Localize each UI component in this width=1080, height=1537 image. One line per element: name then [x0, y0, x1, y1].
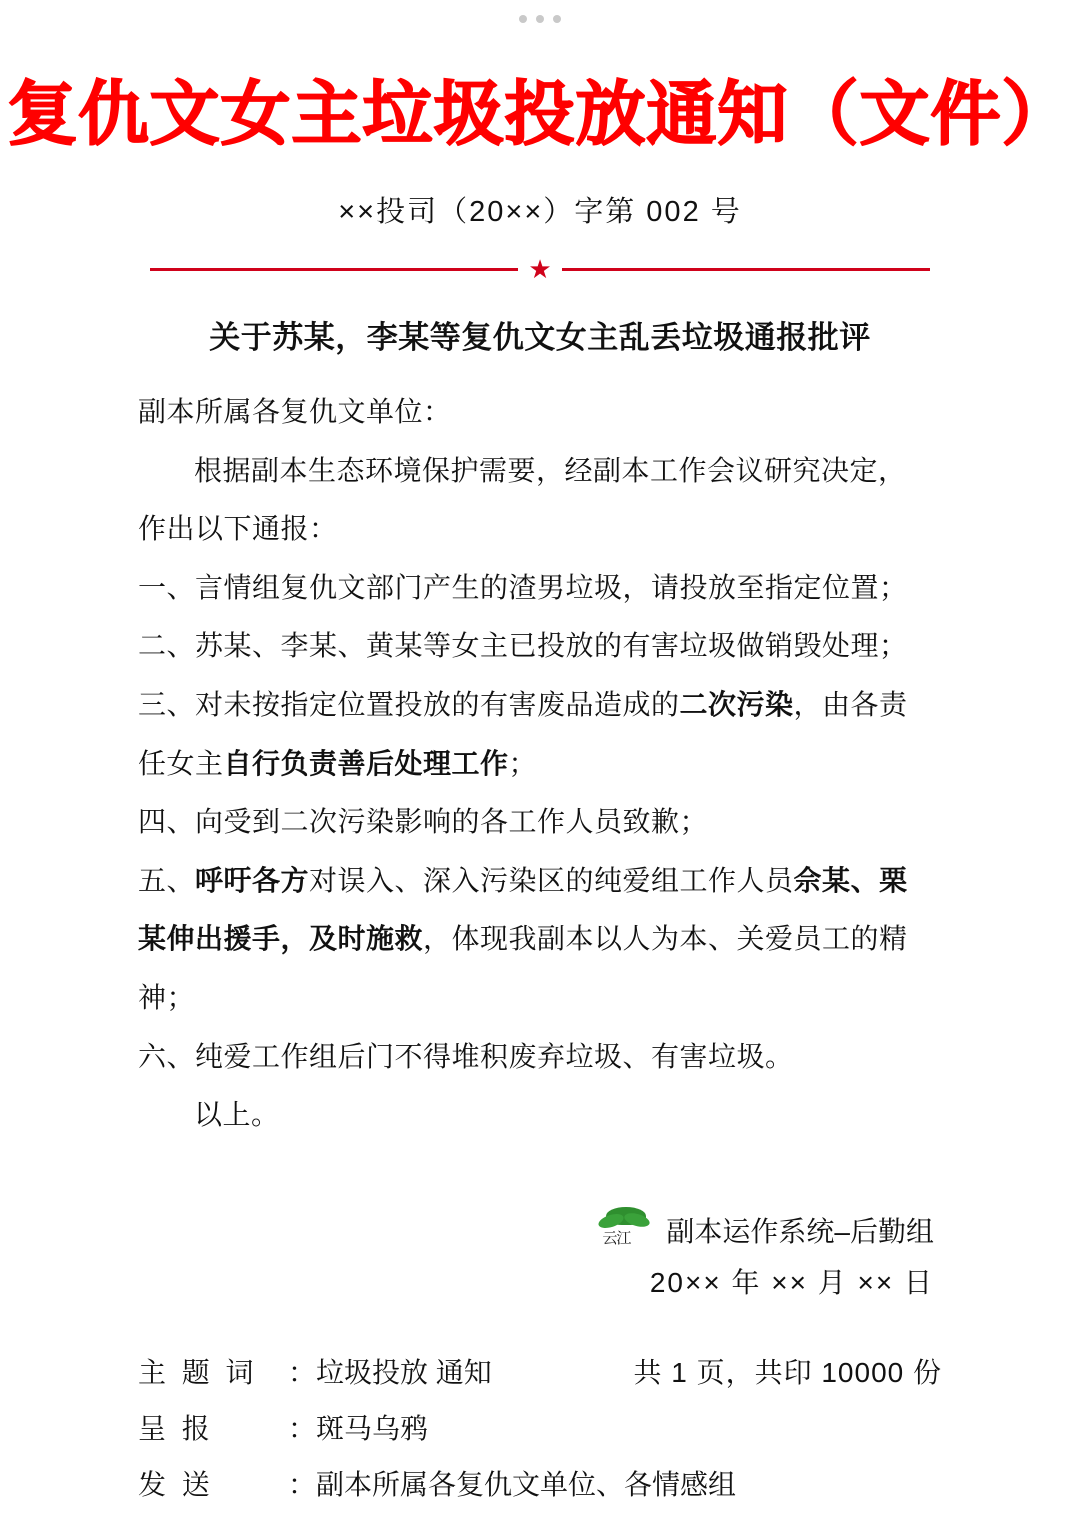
- item5-text-h: ，体现我副本以人为本、关爱员工的精: [423, 923, 908, 955]
- dot-icon: [519, 15, 527, 23]
- footer-value: 副本所属各复仇文单位、各情感组: [316, 1468, 737, 1500]
- body-closing: 以上。: [194, 1099, 280, 1131]
- footer-row: [138, 1401, 942, 1457]
- item3-text-b: 二次污染: [679, 688, 794, 720]
- body-item-5: [138, 854, 942, 909]
- body-item-1: 一、言情组复仇文部门产生的渣男垃圾，请投放至指定位置；: [138, 571, 908, 603]
- footer-label: 主 题 词: [138, 1356, 258, 1388]
- footer-value: 斑马乌鸦: [316, 1412, 429, 1444]
- signature-date: 20×× 年 ×× 月 ×× 日: [649, 1266, 934, 1298]
- document-subject: 关于苏某，李某等复仇文女主乱丢垃圾通报批评: [209, 320, 871, 355]
- item5-text-a: 五、: [138, 864, 196, 896]
- body-item-5-cont: [138, 912, 942, 967]
- dot-icon: [553, 15, 561, 23]
- footer-label: 发 送: [138, 1468, 214, 1500]
- red-divider: [150, 256, 930, 282]
- item3-text-f: ；: [508, 747, 538, 779]
- footer-value: 垃圾投放 通知: [316, 1356, 492, 1388]
- footer-row-left: [138, 1345, 492, 1401]
- item3-text-c: ，由各责: [793, 688, 908, 720]
- document-body: [138, 385, 942, 1143]
- item5-text-b: 呼吁各方: [195, 864, 310, 896]
- item5-text-g: 某伸出援手，及时施救: [138, 923, 424, 955]
- footer-row: [138, 1457, 942, 1513]
- item3-text-d: 任女主: [138, 747, 224, 779]
- body-item-5-cont2: 神；: [138, 981, 196, 1013]
- footer-row: [138, 1345, 942, 1401]
- document-footer: [138, 1345, 942, 1513]
- item5-text-e: 、: [850, 864, 880, 896]
- body-salutation: 副本所属各复仇文单位：: [138, 396, 452, 427]
- item3-text-a: 三、对未按指定位置投放的有害废品造成的: [138, 688, 680, 720]
- body-intro-line-2: 作出以下通报：: [138, 513, 338, 545]
- document-number: ××投司（20××）字第 002 号: [338, 196, 742, 228]
- dot-icon: [536, 15, 544, 23]
- document-title: 复仇文女主垃圾投放通知（文件）: [7, 73, 1073, 155]
- item3-text-e: 自行负责善后处理工作: [223, 747, 509, 779]
- body-intro-line-1: 根据副本生态环境保护需要，经副本工作会议研究决定，: [194, 454, 907, 486]
- body-item-2: 二、苏某、李某、黄某等女主已投放的有害垃圾做销毁处理；: [138, 630, 908, 662]
- green-leaf-seal-icon: 云江: [594, 1205, 656, 1255]
- top-dots-indicator: [0, 0, 1080, 30]
- signature-org: 副本运作系统–后勤组: [666, 1215, 934, 1247]
- item5-text-d: 佘某: [793, 864, 851, 896]
- footer-colon: ：: [288, 1412, 317, 1444]
- footer-colon: ：: [288, 1356, 317, 1388]
- body-item-3-cont: [138, 737, 942, 792]
- body-item-3: [138, 678, 942, 733]
- footer-print-count: 共 1 页，共印 10000 份: [633, 1356, 942, 1388]
- footer-colon: ：: [288, 1468, 317, 1500]
- item5-text-c: 对误入、深入污染区的纯爱组工作人员: [309, 864, 794, 896]
- body-item-4: 四、向受到二次污染影响的各工作人员致歉；: [138, 806, 709, 838]
- star-icon: ★: [518, 256, 562, 282]
- item5-text-f: 栗: [879, 864, 908, 896]
- signature-org-row: [594, 1205, 934, 1255]
- body-item-6: 六、纯爱工作组后门不得堆积废弃垃圾、有害垃圾。: [138, 1040, 794, 1072]
- footer-label: 呈 报: [138, 1412, 214, 1444]
- signature-block: [0, 1205, 934, 1301]
